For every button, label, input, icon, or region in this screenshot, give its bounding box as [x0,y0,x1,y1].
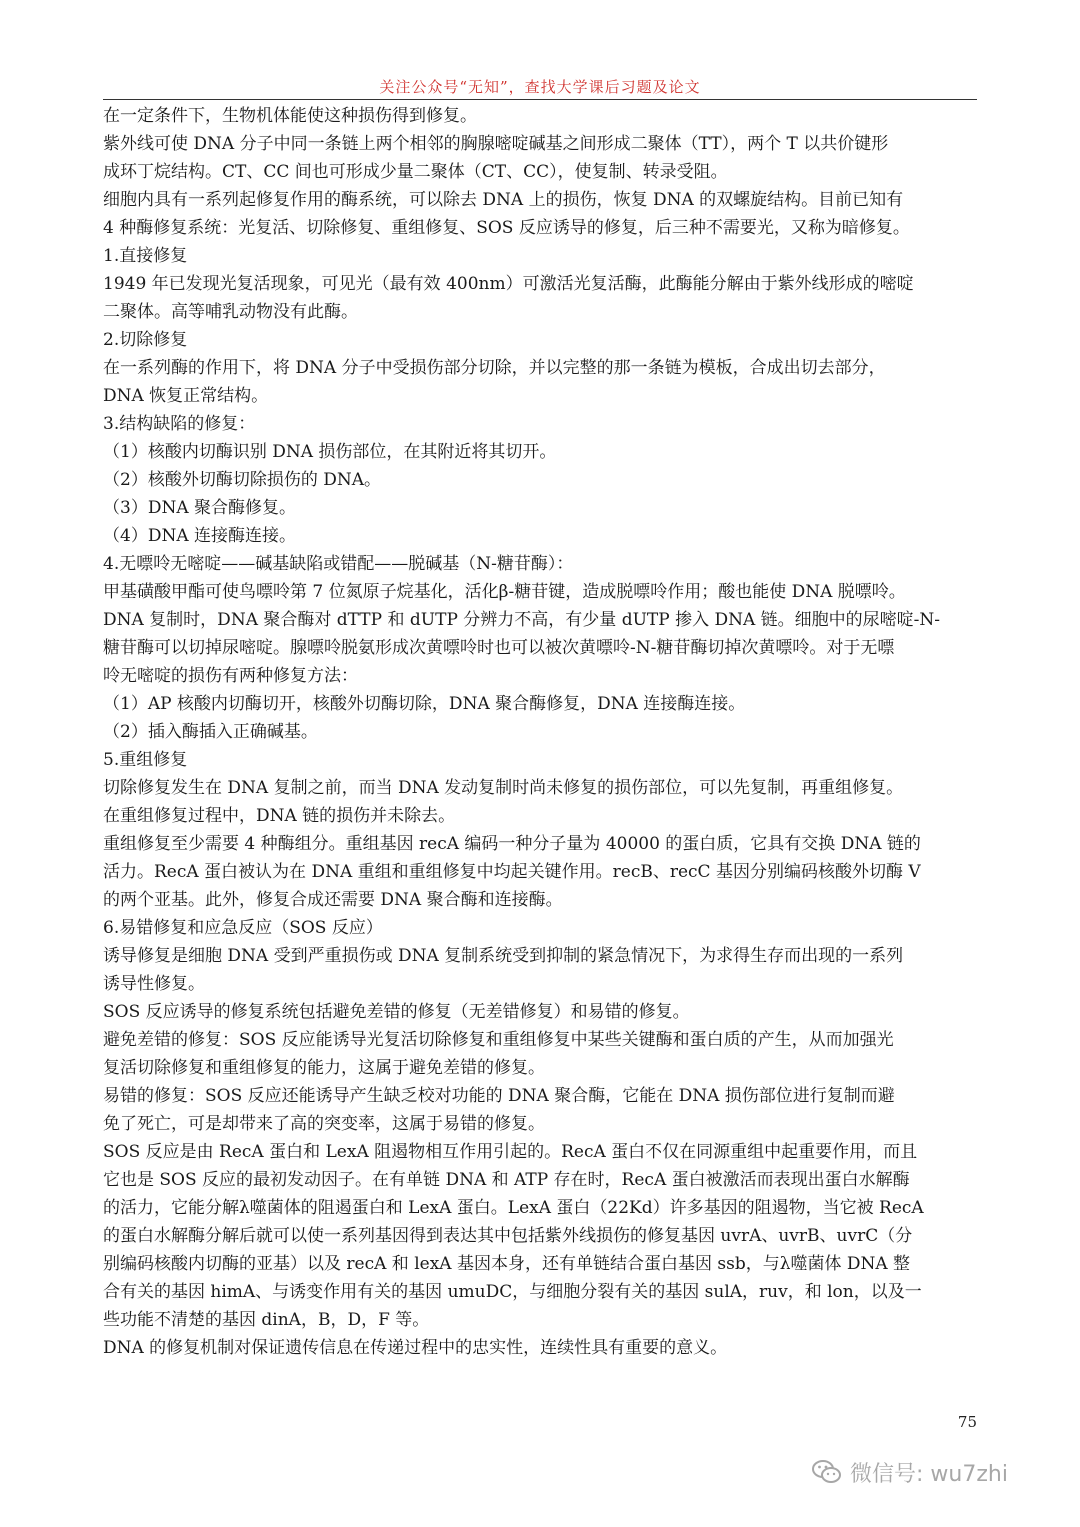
section-heading: 6.易错修复和应急反应（SOS 反应） [103,918,383,938]
list-item: （1）核酸内切酶识别 DNA 损伤部位，在其附近将其切开。 [103,442,557,462]
list-item: （1）AP 核酸内切酶切开，核酸外切酶切除，DNA 聚合酶修复，DNA 连接酶连接。 [103,694,746,714]
body-line: SOS 反应诱导的修复系统包括避免差错的修复（无差错修复）和易错的修复。 [103,1002,690,1022]
body-line: 诱导修复是细胞 DNA 受到严重损伤或 DNA 复制系统受到抑制的紧急情况下，为求得生存而出现的一系列 [103,946,904,966]
body-line: DNA 的修复机制对保证遗传信息在传递过程中的忠实性，连续性具有重要的意义。 [103,1338,728,1358]
section-heading: 2.切除修复 [103,330,188,350]
wechat-icon [812,1459,842,1485]
page-number: 75 [957,1413,977,1431]
wechat-watermark [812,1455,1052,1489]
body-line: 糖苷酶可以切掉尿嘧啶。腺嘌呤脱氨形成次黄嘌呤时也可以被次黄嘌呤-N-糖苷酶切掉次黄嘌呤。对于无嘌 [103,638,895,658]
section-heading: 5.重组修复 [103,750,188,770]
header-divider [103,99,977,100]
page-header: 关注公众号“无知”，查找大学课后习题及论文 [379,78,701,96]
section-heading: 3.结构缺陷的修复： [103,414,256,434]
body-line: 避免差错的修复：SOS 反应能诱导光复活切除修复和重组修复中某些关键酶和蛋白质的产生，从而加强光 [103,1030,894,1050]
body-line: 别编码核酸内切酶的亚基）以及 recA 和 lexA 基因本身，还有单链结合蛋白基因 ssb，与λ噬菌体 DNA 整 [103,1254,911,1274]
body-line: 免了死亡，可是却带来了高的突变率，这属于易错的修复。 [103,1114,545,1134]
body-line: 细胞内具有一系列起修复作用的酶系统，可以除去 DNA 上的损伤，恢复 DNA 的双螺旋结构。目前已知有 [103,190,904,210]
body-line: 它也是 SOS 反应的最初发动因子。在有单链 DNA 和 ATP 存在时，RecA 蛋白被激活而表现出蛋白水解酶 [103,1170,910,1190]
body-line: 4 种酶修复系统：光复活、切除修复、重组修复、SOS 反应诱导的修复，后三种不需要光，又称为暗修复。 [103,218,910,238]
body-line: 二聚体。高等哺乳动物没有此酶。 [103,302,358,322]
list-item: （3）DNA 聚合酶修复。 [103,498,297,518]
body-line: 合有关的基因 himA、与诱变作用有关的基因 umuDC，与细胞分裂有关的基因 sulA，ruv，和 lon，以及一 [103,1282,922,1302]
body-line: 些功能不清楚的基因 dinA，B，D，F 等。 [103,1310,430,1330]
body-line: 在一系列酶的作用下，将 DNA 分子中受损伤部分切除，并以完整的那一条链为模板，合成出切去部分， [103,358,886,378]
body-line: SOS 反应是由 RecA 蛋白和 LexA 阻遏物相互作用引起的。RecA 蛋白不仅在同源重组中起重要作用，而且 [103,1142,918,1162]
body-line: 呤无嘧啶的损伤有两种修复方法： [103,666,358,686]
body-line: 切除修复发生在 DNA 复制之前，而当 DNA 发动复制时尚未修复的损伤部位，可以先复制，再重组修复。 [103,778,904,798]
body-line: 在一定条件下，生物机体能使这种损伤得到修复。 [103,106,477,126]
body-line: 成环丁烷结构。CT、CC 间也可形成少量二聚体（CT、CC），使复制、转录受阻。 [103,162,728,182]
body-line: 的活力，它能分解λ噬菌体的阻遏蛋白和 LexA 蛋白。LexA 蛋白（22Kd）许多基因的阻遏物，当它被 RecA [103,1198,924,1218]
body-line: 的两个亚基。此外，修复合成还需要 DNA 聚合酶和连接酶。 [103,890,563,910]
list-item: （2）插入酶插入正确碱基。 [103,722,318,742]
body-line: 甲基磺酸甲酯可使鸟嘌呤第 7 位氮原子烷基化，活化β-糖苷键，造成脱嘌呤作用；酸也能使 DNA 脱嘌呤。 [103,582,906,602]
body-line: 重组修复至少需要 4 种酶组分。重组基因 recA 编码一种分子量为 40000 的蛋白质，它具有交换 DNA 链的 [103,834,921,854]
body-line: 在重组修复过程中，DNA 链的损伤并未除去。 [103,806,456,826]
body-line: 1949 年已发现光复活现象，可见光（最有效 400nm）可激活光复活酶，此酶能分解由于紫外线形成的嘧啶 [103,274,914,294]
body-line: 活力。RecA 蛋白被认为在 DNA 重组和重组修复中均起关键作用。recB、recC 基因分别编码核酸外切酶 V [103,862,921,882]
body-line: 的蛋白水解酶分解后就可以使一系列基因得到表达其中包括紫外线损伤的修复基因 uvrA、uvrB、uvrC（分 [103,1226,913,1246]
document-body [103,102,977,1362]
body-line: 易错的修复：SOS 反应还能诱导产生缺乏校对功能的 DNA 聚合酶，它能在 DNA 损伤部位进行复制而避 [103,1086,895,1106]
section-heading: 4.无嘌呤无嘧啶——碱基缺陷或错配——脱碱基（N-糖苷酶）： [103,554,574,574]
body-line: 诱导性修复。 [103,974,205,994]
list-item: （4）DNA 连接酶连接。 [103,526,297,546]
body-line: DNA 恢复正常结构。 [103,386,269,406]
body-line: DNA 复制时，DNA 聚合酶对 dTTP 和 dUTP 分辨力不高，有少量 dUTP 掺入 DNA 链。细胞中的尿嘧啶-N- [103,610,941,630]
list-item: （2）核酸外切酶切除损伤的 DNA。 [103,470,382,490]
section-heading: 1.直接修复 [103,246,188,266]
body-line: 复活切除修复和重组修复的能力，这属于避免差错的修复。 [103,1058,545,1078]
watermark-text: 微信号: wu7zhi [850,1461,1008,1487]
body-line: 紫外线可使 DNA 分子中同一条链上两个相邻的胸腺嘧啶碱基之间形成二聚体（TT），两个 T 以共价键形 [103,134,889,154]
